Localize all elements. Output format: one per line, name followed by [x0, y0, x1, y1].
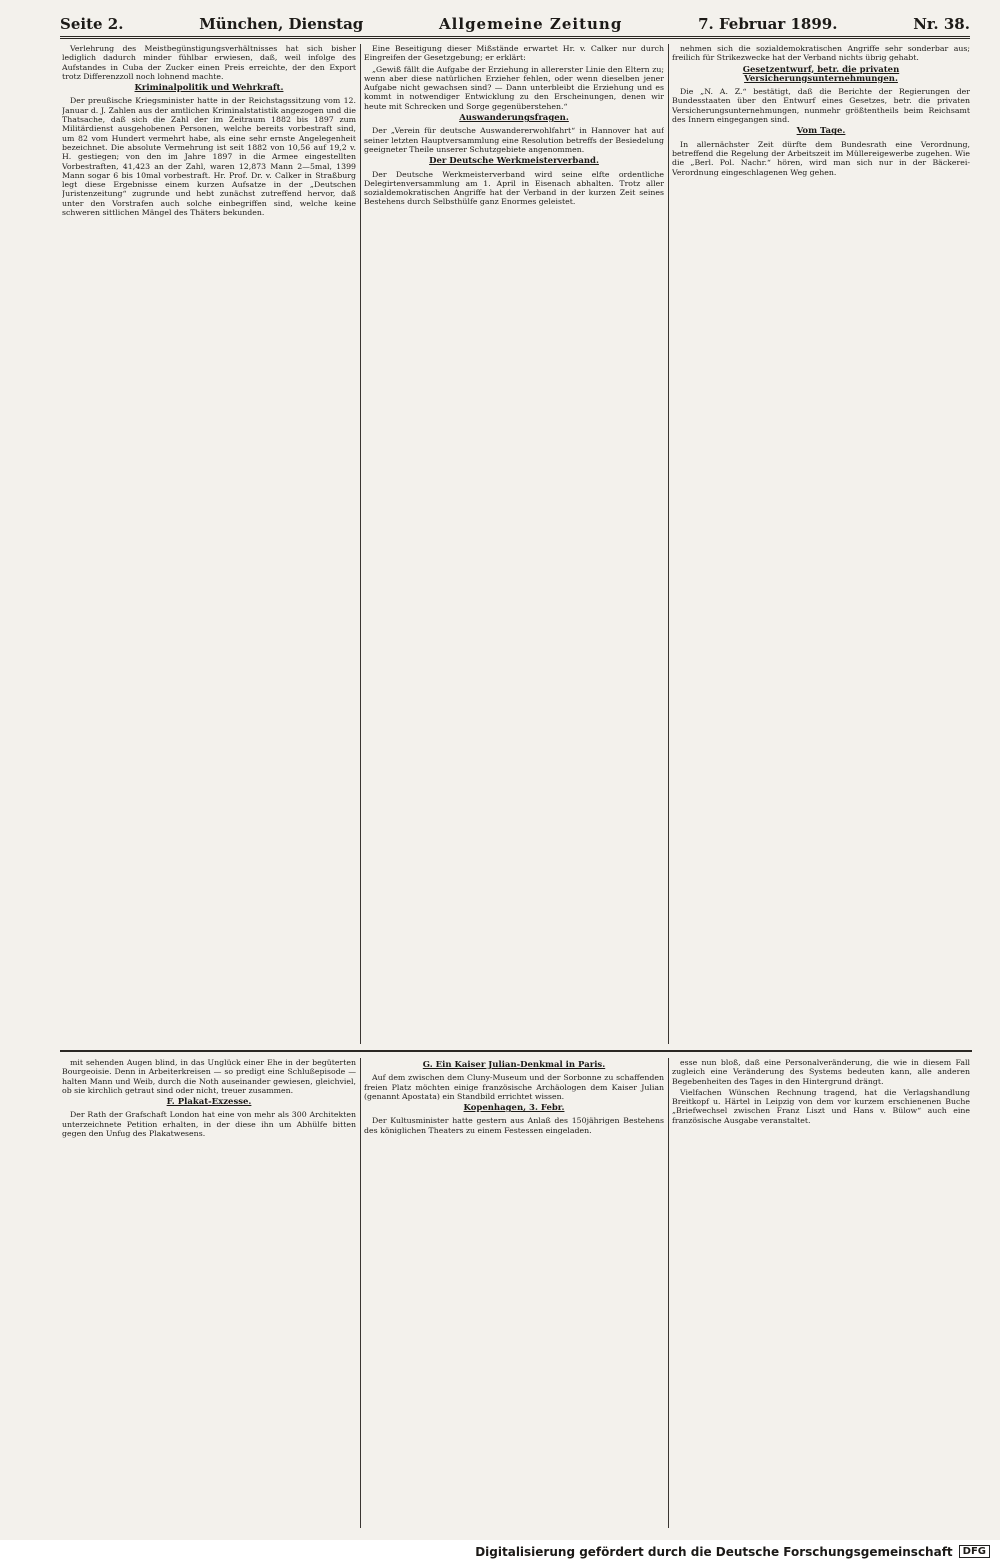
column-rule — [360, 44, 361, 1044]
column-rule — [360, 1058, 361, 1528]
col3-body-2: In allernächster Zeit dürfte dem Bundesrath eine Verordnung, betreffend die Regelung der Arbeitszeit im Müllereigewerbe zugehen. Wie die „Berl. Pol. Nachr.“ hören, wird man sich nur in der Bäckerei-Verordnung eingeschlagenen Weg gehen. — [672, 139, 970, 177]
feuilleton-col1-heading: F. Plakat-Exzesse. — [166, 1097, 252, 1108]
col2-body-3: Der Deutsche Werkmeisterverband wird seine elfte ordentliche Delegirtenversammlung am 1. April in Eisenach abhalten. Trotz aller sozialdemokratischen Angriffe hat der Verband in der kurzen Zeit seines Bestehens durch Selbsthülfe ganz Enormes geleistet. — [364, 169, 664, 207]
col1-heading: Kriminalpolitik und Wehrkraft. — [134, 83, 284, 94]
dfg-logo: DFG — [959, 1545, 990, 1558]
col2-body-2: Der „Verein für deutsche Auswandererwohlfahrt“ in Hannover hat auf seiner letzten Hauptversammlung eine Resolution betreffs der Besiedelung geeigneter Theile unserer Schutzgebiete angenommen. — [364, 126, 664, 154]
feuilleton-col2-body-2: Der Kultusminister hatte gestern aus Anlaß des 150jährigen Bestehens des königlichen Theaters zu einem Festessen eingeladen. — [364, 1116, 664, 1135]
feuilleton-col2-heading: G. Ein Kaiser Julian-Denkmal in Paris. — [422, 1060, 606, 1070]
col2-heading-1: Auswanderungsfragen. — [459, 113, 569, 124]
page-number: Seite 2. — [60, 15, 124, 33]
column-1 — [62, 44, 356, 1044]
col1-body: Der preußische Kriegsminister hatte in der Reichstagssitzung vom 12. Januar d. J. Zahlen aus der amtlichen Kriminalstatistik angezogen und die Thatsache, daß sich die Zahl der im Zeitraum 1882 bis 1897 zum Militärdienst ausgehobenen Personen, welche bereits vorbestraft sind, um 82 vom Hundert vermehrt habe, als eine sehr ernste Angelegenheit bezeichnet. Die absolute Vermehrung ist seit 1882 von 10,56 auf 19,2 v. H. gestiegen; von den im Jahre 1897 in die Armee eingestellten Vorbestraften, 41,423 an der Zahl, waren 12,873 Mann 2—5mal, 1399 Mann sogar 6 bis 10mal vorbestraft. Hr. Prof. Dr. v. Calker in Straßburg legt diese Ergebnisse einem kurzen Aufsatze in der „Deutschen Juristenzeitung“ zugrunde und hebt zunächst zutreffend hervor, daß unter den Vorstrafen auch solche einbegriffen sind, welche keine schweren sittlichen Mängel des Thäters bekunden. — [62, 96, 356, 218]
feuilleton-col1-body: Der Rath der Grafschaft London hat eine von mehr als 300 Architekten unterzeichnete Petition erhalten, in der diese ihn um Abhülfe bitten gegen den Unfug des Plakatwesens. — [62, 1110, 356, 1139]
feuilleton-col2-body: Auf dem zwischen dem Cluny-Museum und der Sorbonne zu schaffenden freien Platz möchten einige französische Archäologen dem Kaiser Julian (genannt Apostata) ein Standbild errichtet wissen. — [364, 1073, 664, 1101]
footer-credit: Digitalisierung gefördert durch die Deutsche Forschungsgemeinschaft — [475, 1544, 953, 1559]
col1-intro: Verlehrung des Meistbegünstigungsverhältnisses hat sich bisher lediglich dadurch minder fühlbar erwiesen, daß, weil infolge des Aufstandes in Cuba der Zucker einen Preis erreichte, der den Export trotz Differenzzoll noch lohnend machte. — [62, 44, 356, 81]
masthead — [60, 6, 970, 39]
column-2 — [364, 44, 664, 1044]
feuilleton-col2-heading-2: Kopenhagen, 3. Febr. — [463, 1103, 565, 1114]
column-3 — [672, 44, 970, 1044]
issue-number: Nr. 38. — [913, 15, 970, 33]
column-rule — [668, 1058, 669, 1528]
col2-body: „Gewiß fällt die Aufgabe der Erziehung in allererster Linie den Eltern zu; wenn aber diese natürlichen Erzieher fehlen, oder wenn dieselben jener Aufgabe nicht gewachsen sind? — Dann unterbleibt die Erziehung und es kommt in notwendiger Entwicklung zu den Erscheinungen, denen wir heute mit Schrecken und Sorge gegenüberstehen.“ — [364, 64, 664, 111]
feuilleton-col3-note: Vielfachen Wünschen Rechnung tragend, hat die Verlagshandlung Breitkopf u. Härtel in Leipzig von dem vor kurzem erschienenen Buche „Briefwechsel zwischen Franz Liszt und Hans v. Bülow“ auch eine französische Ausgabe veranstaltet. — [672, 1087, 970, 1125]
col3-intro: nehmen sich die sozialdemokratischen Angriffe sehr sonderbar aus; freilich für Strikezwecke hat der Verband nichts übrig gehabt. — [672, 44, 970, 63]
feuilleton-col1-text: mit sehenden Augen blind, in das Unglück einer Ehe in der begüterten Bourgeoisie. Denn in Arbeiterkreisen — so predigt eine Schlußepisode — halten Mann und Weib, durch die Noth auseinander gewiesen, gleichviel, ob sie kirchlich getraut sind oder nicht, treuer zusammen. — [62, 1058, 356, 1095]
newspaper-title: Allgemeine Zeitung — [439, 15, 623, 33]
place-day: München, Dienstag — [199, 15, 364, 33]
digitization-footer — [0, 1540, 1000, 1563]
column-rule — [668, 44, 669, 1044]
issue-date: 7. Februar 1899. — [698, 15, 838, 33]
col2-heading-2: Der Deutsche Werkmeisterverband. — [429, 156, 599, 167]
col3-body-1: Die „N. A. Z.“ bestätigt, daß die Berichte der Regierungen der Bundesstaaten über den Entwurf eines Gesetzes, betr. die privaten Versicherungsunternehmungen, nunmehr größtentheils beim Reichsamt des Innern eingegangen sind. — [672, 87, 970, 125]
col2-intro: Eine Beseitigung dieser Mißstände erwartet Hr. v. Calker nur durch Eingreifen der Gesetzgebung; er erklärt: — [364, 44, 664, 63]
feuilleton-column-3 — [672, 1058, 970, 1528]
col3-heading-1: Gesetzentwurf, betr. die privaten Versicherungsunternehmungen. — [742, 64, 900, 84]
feuilleton-rule — [60, 1050, 972, 1052]
feuilleton-col3-text: esse nun bloß, daß eine Personalveränderung, die wie in diesem Fall zugleich eine Veränderung des Systems bedeuten kann, alle anderen Begebenheiten des Tages in den Hintergrund drängt. — [672, 1058, 970, 1086]
col3-heading-2: Vom Tage. — [796, 126, 846, 137]
feuilleton-column-2 — [364, 1058, 664, 1528]
feuilleton-column-1 — [62, 1058, 356, 1528]
